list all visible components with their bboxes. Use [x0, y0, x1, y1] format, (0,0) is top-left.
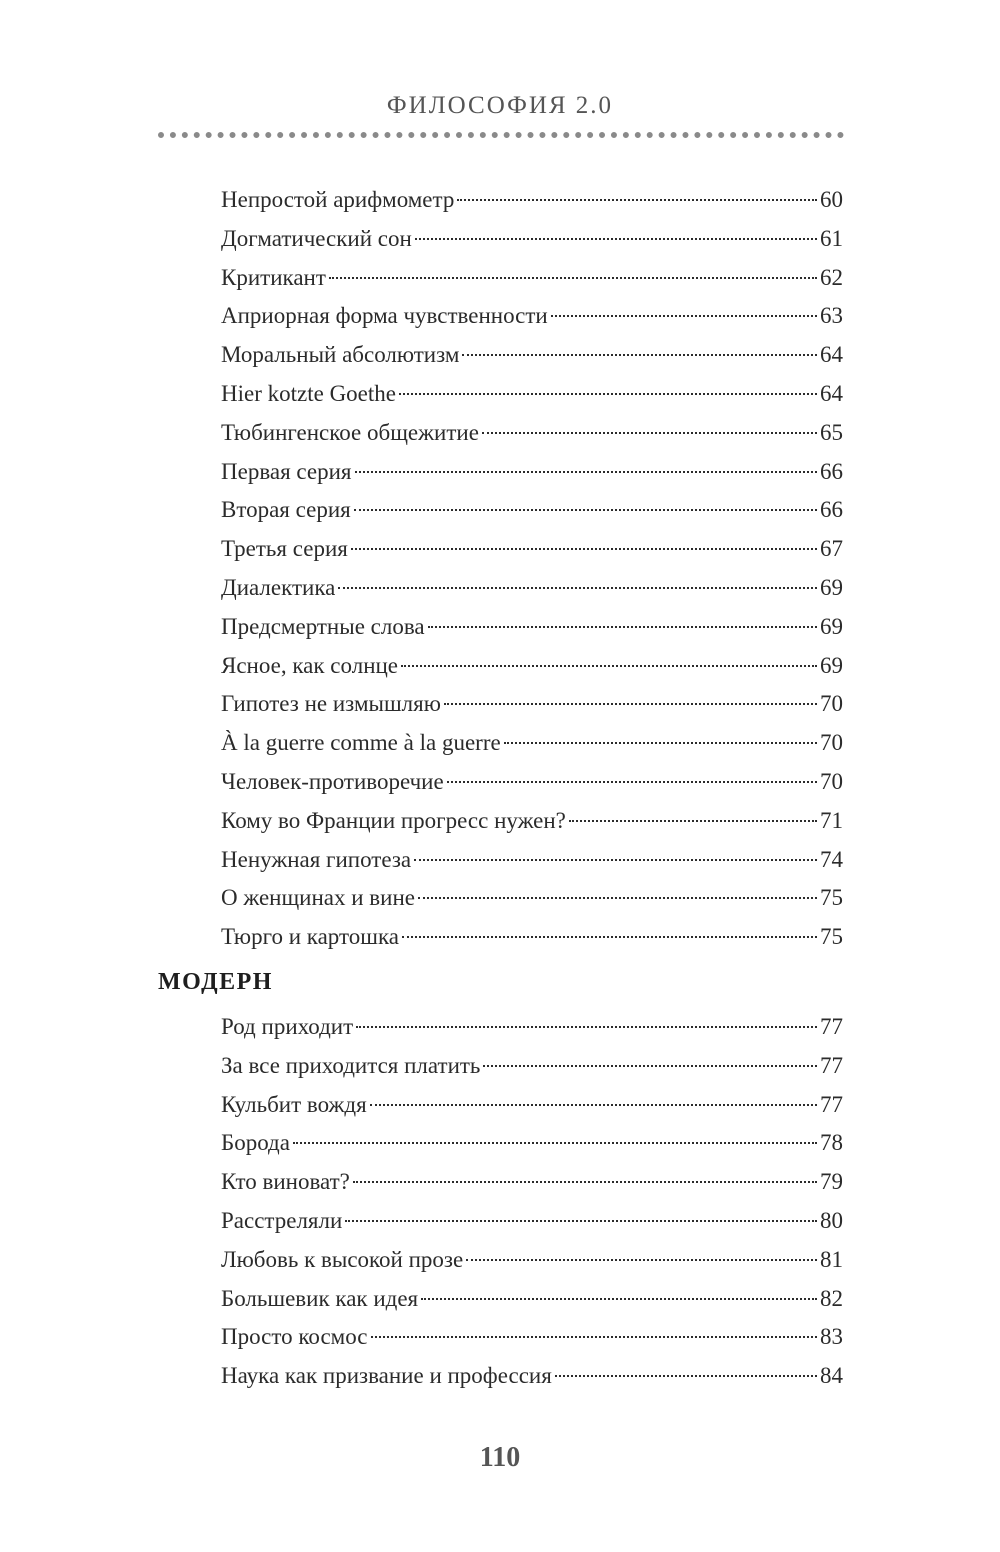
toc-entry[interactable]: [221, 1047, 843, 1086]
toc-entry-title: Тюрго и картошка: [221, 924, 399, 950]
toc-entry-page: 70: [820, 730, 843, 756]
toc-entry-page: 77: [820, 1091, 843, 1117]
toc-entry-page: 64: [820, 342, 843, 368]
toc-entry[interactable]: [221, 414, 843, 453]
toc-dot-leader: [447, 781, 817, 783]
running-header: ФИЛОСОФИЯ 2.0: [386, 92, 614, 119]
toc-entry-title: Моральный абсолютизм: [221, 342, 460, 368]
toc-entry-title: Первая серия: [221, 458, 352, 484]
toc-entry[interactable]: [221, 724, 843, 763]
toc-entry[interactable]: [221, 181, 843, 220]
toc-entry-title: За все приходится платить: [221, 1052, 481, 1078]
toc-entry[interactable]: [221, 569, 843, 608]
toc-entry-page: 63: [820, 303, 843, 329]
toc-entry[interactable]: [221, 220, 843, 259]
toc-entry-title: Наука как призвание и профессия: [221, 1363, 552, 1389]
toc-entry-page: 67: [820, 536, 843, 562]
toc-dot-leader: [356, 1026, 817, 1028]
toc-entry-page: 82: [820, 1285, 843, 1311]
toc-entry[interactable]: [221, 647, 843, 686]
toc-entry-title: Человек-противоречие: [221, 768, 444, 794]
toc-dot-leader: [428, 626, 817, 628]
toc-entry-page: 75: [820, 924, 843, 950]
toc-entry-title: Кто виноват?: [221, 1169, 350, 1195]
toc-entry-title: Предсмертные слова: [221, 613, 425, 639]
toc-entry-title: Кому во Франции прогресс нужен?: [221, 807, 566, 833]
toc-entry[interactable]: [221, 918, 843, 957]
toc-entry[interactable]: [221, 802, 843, 841]
toc-entry-page: 78: [820, 1130, 843, 1156]
toc-entry[interactable]: [221, 1008, 843, 1047]
toc-entry-page: 62: [820, 264, 843, 290]
toc-entry-title: Диалектика: [221, 574, 336, 600]
toc-entry[interactable]: [221, 1318, 843, 1357]
toc-entry-page: 75: [820, 885, 843, 911]
toc-entry-page: 70: [820, 768, 843, 794]
toc-entry[interactable]: [221, 1163, 843, 1202]
toc-entry-page: 60: [820, 187, 843, 212]
toc-entry-page: 66: [820, 497, 843, 523]
toc-dot-leader: [555, 1375, 817, 1377]
toc-dot-leader: [462, 354, 817, 356]
toc-entry-title: О женщинах и вине: [221, 885, 415, 911]
toc-dot-leader: [371, 1336, 817, 1338]
toc-list-first: [221, 181, 843, 957]
toc-entry-title: Априорная форма чувственности: [221, 303, 548, 329]
toc-dot-leader: [444, 703, 817, 705]
toc-dot-leader: [483, 1065, 817, 1067]
toc-entry-page: 65: [820, 419, 843, 445]
toc-dot-leader: [345, 1220, 817, 1222]
toc-entry-page: 69: [820, 652, 843, 678]
toc-entry-title: Критикант: [221, 264, 326, 290]
toc-entry-title: Расстреляли: [221, 1207, 343, 1233]
toc-entry[interactable]: [221, 841, 843, 880]
toc-entry-title: Непростой арифмометр: [221, 187, 455, 212]
toc-dot-leader: [457, 199, 817, 201]
toc-entry-page: 69: [820, 613, 843, 639]
toc-entry-title: À la guerre comme à la guerre: [221, 730, 501, 756]
toc-entry-page: 83: [820, 1324, 843, 1350]
toc-entry-title: Кульбит вождя: [221, 1091, 367, 1117]
toc-dot-leader: [418, 897, 817, 899]
toc-dot-leader: [466, 1259, 817, 1261]
toc-entry-title: Гипотез не измышляю: [221, 691, 441, 717]
toc-entry[interactable]: [221, 297, 843, 336]
toc-dot-leader: [414, 859, 817, 861]
toc-entry[interactable]: [221, 1086, 843, 1125]
toc-entry-page: 61: [820, 225, 843, 251]
toc-entry-page: 84: [820, 1363, 843, 1389]
toc-dot-leader: [569, 820, 817, 822]
toc-dot-leader: [353, 1181, 817, 1183]
toc-entry-page: 74: [820, 846, 843, 872]
toc-entry-page: 70: [820, 691, 843, 717]
toc-entry-title: Любовь к высокой прозе: [221, 1246, 464, 1272]
toc-dot-leader: [355, 471, 818, 473]
toc-entry-title: Большевик как идея: [221, 1285, 419, 1311]
toc-dot-leader: [415, 238, 817, 240]
header-dotted-rule: [158, 132, 844, 138]
toc-entry[interactable]: [221, 1280, 843, 1319]
toc-entry[interactable]: [221, 685, 843, 724]
toc-list-second: [221, 1008, 843, 1396]
toc-entry-title: Догматический сон: [221, 225, 412, 251]
toc-entry[interactable]: [221, 336, 843, 375]
toc-entry[interactable]: [221, 608, 843, 647]
toc-entry-page: 64: [820, 380, 843, 406]
toc-entry-page: 71: [820, 807, 843, 833]
toc-entry[interactable]: [221, 453, 843, 492]
toc-dot-leader: [399, 393, 817, 395]
toc-entry[interactable]: [221, 763, 843, 802]
toc-dot-leader: [504, 742, 817, 744]
section-heading[interactable]: МОДЕРН: [158, 969, 273, 995]
toc-entry-title: Тюбингенское общежитие: [221, 419, 479, 445]
toc-entry[interactable]: [221, 1202, 843, 1241]
toc-dot-leader: [370, 1104, 817, 1106]
toc-entry[interactable]: [221, 1241, 843, 1280]
toc-entry-title: Ненужная гипотеза: [221, 846, 412, 872]
toc-entry[interactable]: [221, 530, 843, 569]
toc-entry[interactable]: [221, 1357, 843, 1396]
toc-dot-leader: [482, 432, 817, 434]
toc-entry-page: 80: [820, 1207, 843, 1233]
toc-dot-leader: [293, 1142, 817, 1144]
toc-entry-title: Hier kotzte Goethe: [221, 380, 396, 406]
toc-dot-leader: [354, 509, 817, 511]
toc-entry[interactable]: [221, 259, 843, 298]
toc-entry-page: 66: [820, 458, 843, 484]
toc-entry[interactable]: [221, 1124, 843, 1163]
toc-entry-page: 79: [820, 1169, 843, 1195]
toc-entry-title: Третья серия: [221, 536, 348, 562]
toc-entry-title: Ясное, как солнце: [221, 652, 399, 678]
toc-entry[interactable]: [221, 879, 843, 918]
toc-entry-title: Борода: [221, 1130, 290, 1156]
toc-entry-title: Вторая серия: [221, 497, 351, 523]
toc-dot-leader: [351, 548, 817, 550]
toc-entry-page: 69: [820, 574, 843, 600]
toc-dot-leader: [329, 277, 817, 279]
toc-entry-title: Род приходит: [221, 1014, 354, 1039]
toc-dot-leader: [338, 587, 817, 589]
toc-entry-page: 77: [820, 1014, 843, 1039]
toc-dot-leader: [551, 315, 817, 317]
toc-entry[interactable]: [221, 491, 843, 530]
toc-dot-leader: [402, 936, 817, 938]
page-number: 110: [479, 1442, 521, 1473]
toc-entry[interactable]: [221, 375, 843, 414]
toc-entry-page: 77: [820, 1052, 843, 1078]
toc-dot-leader: [401, 665, 817, 667]
toc-entry-title: Просто космос: [221, 1324, 368, 1350]
toc-dot-leader: [421, 1298, 817, 1300]
toc-entry-page: 81: [820, 1246, 843, 1272]
